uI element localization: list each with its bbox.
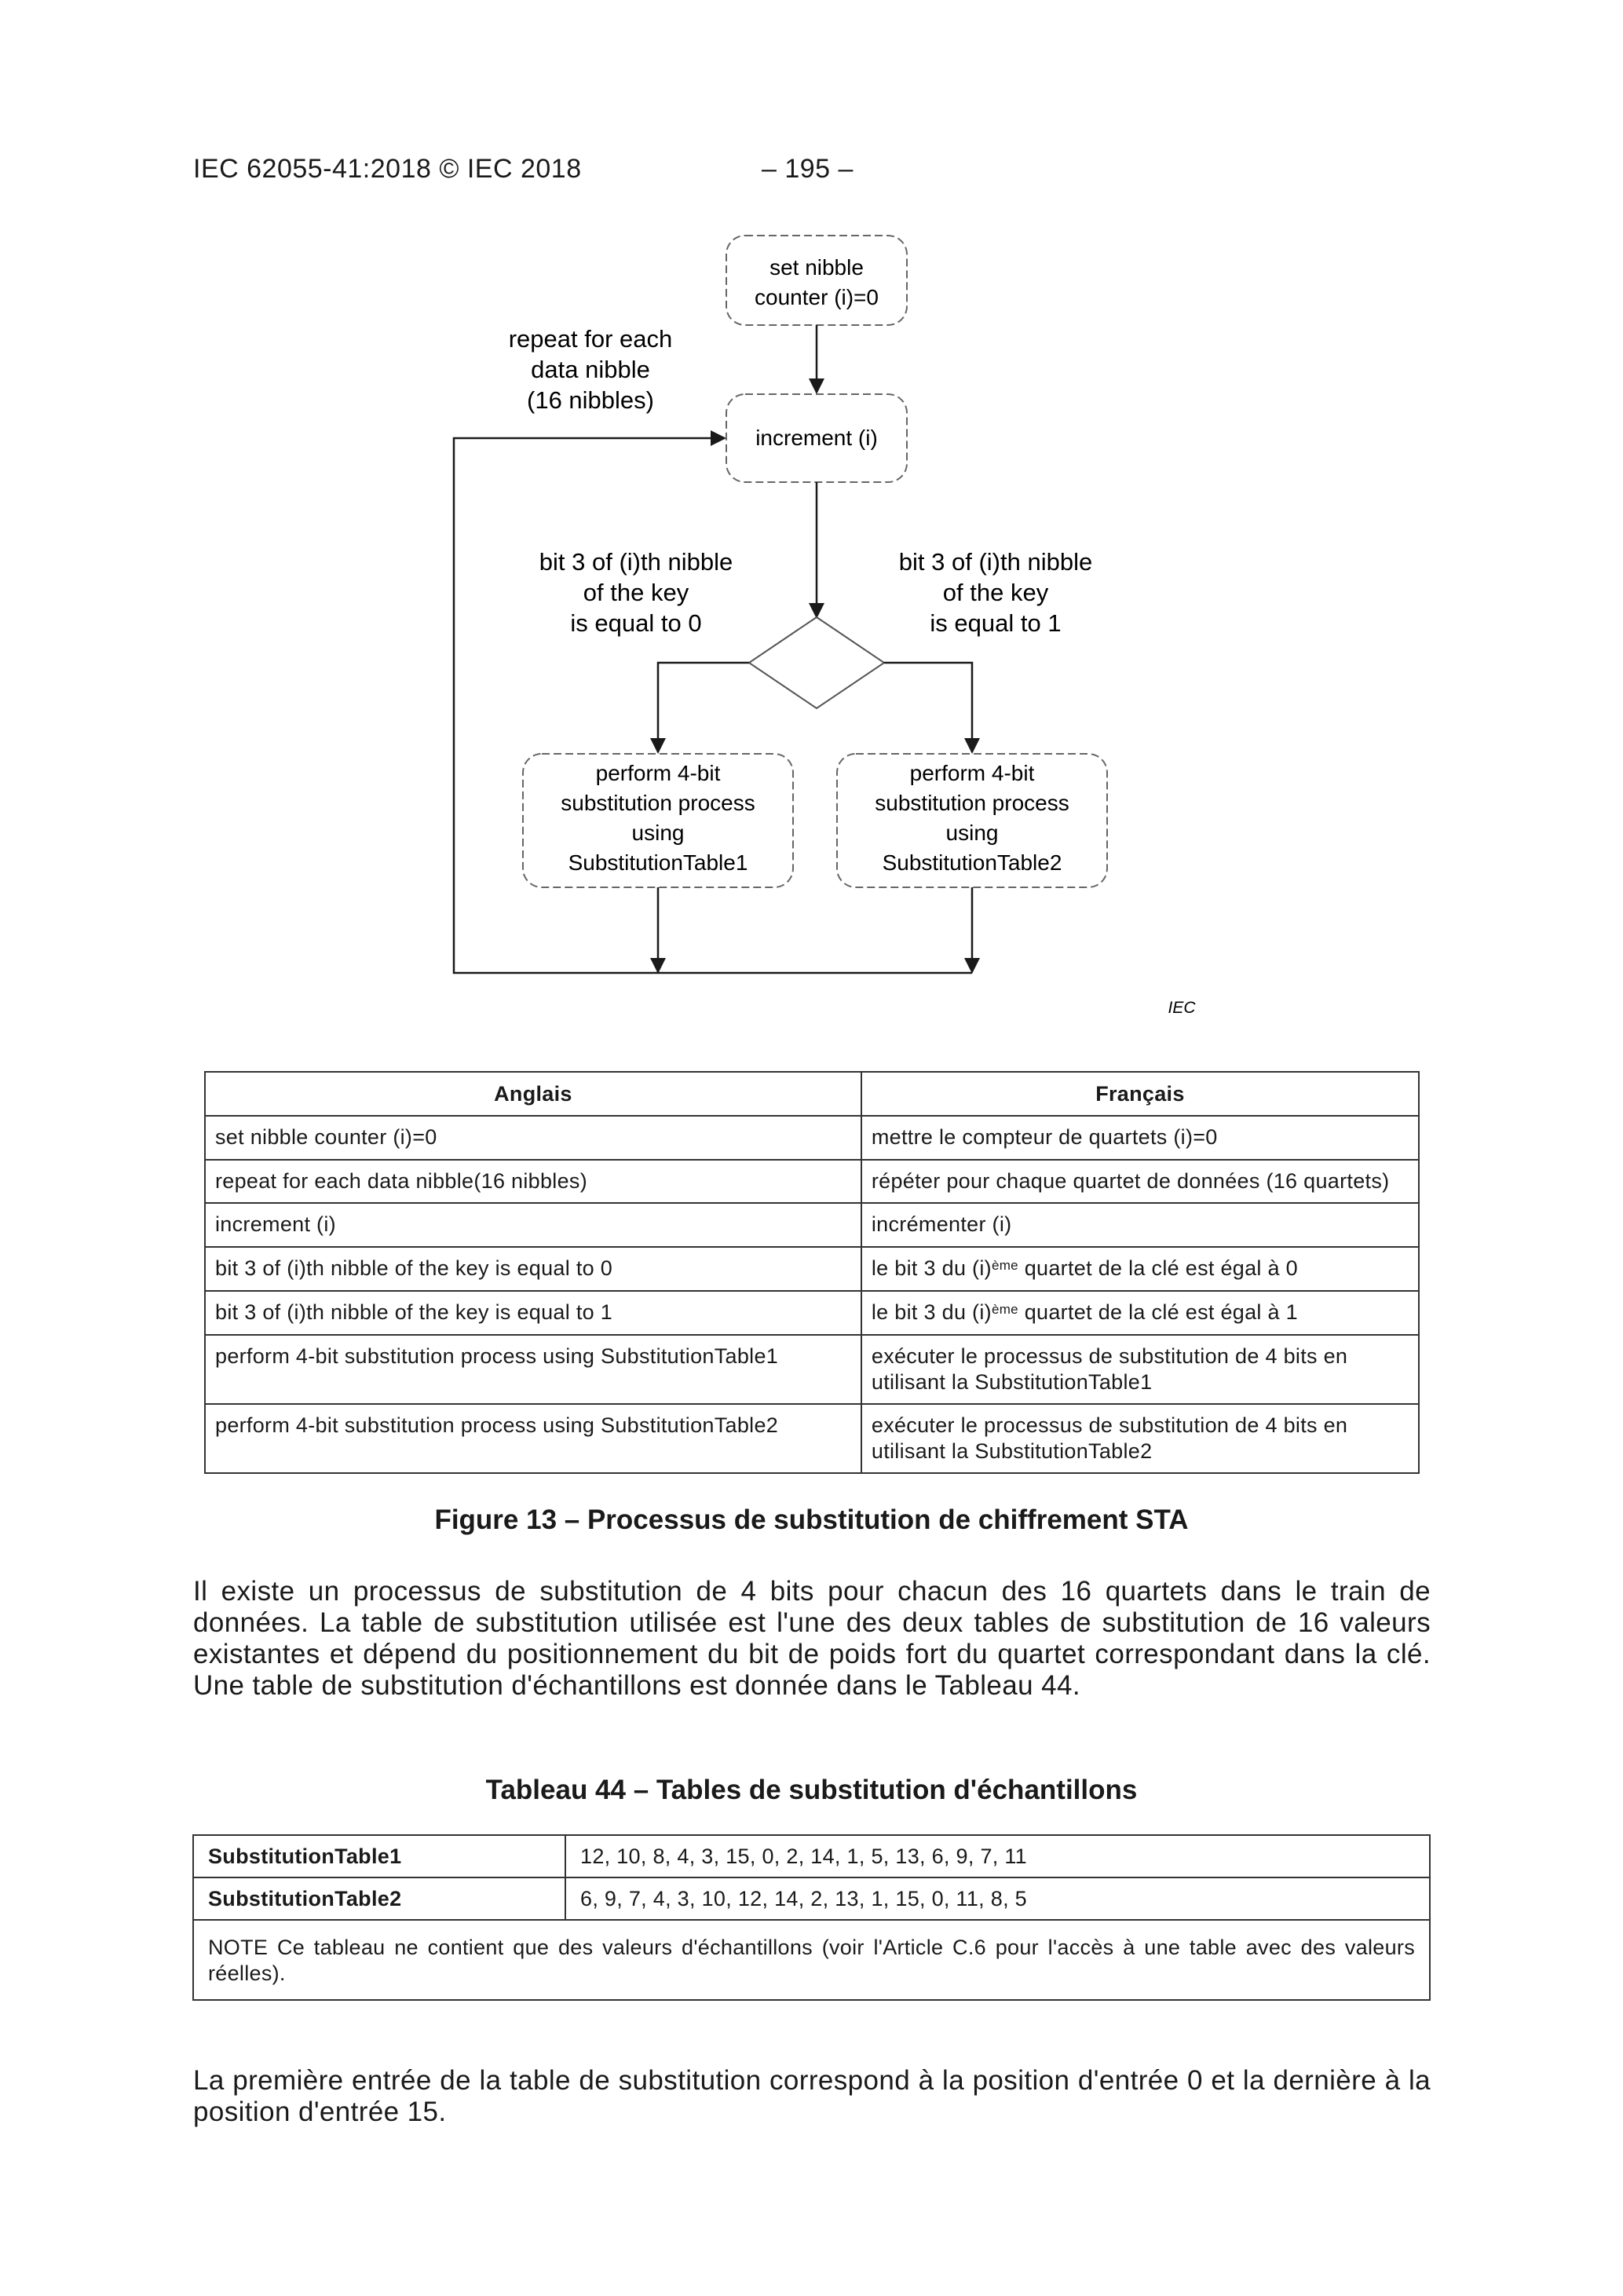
legend-fr-cell: répéter pour chaque quartet de données (16 quartets) xyxy=(861,1160,1419,1203)
legend-fr-cell: exécuter le processus de substitution de 4 bits en utilisant la SubstitutionTable2 xyxy=(861,1404,1419,1473)
legend-en-cell: increment (i) xyxy=(205,1203,861,1247)
body-paragraph-2: La première entrée de la table de substitution correspond à la position d'entrée 0 et la dernière à la position d'entrée 15. xyxy=(193,2065,1431,2127)
flowchart-figure-13 xyxy=(0,0,1623,1052)
legend-header-french: Français xyxy=(861,1072,1419,1116)
legend-fr-cell: exécuter le processus de substitution de 4 bits en utilisant la SubstitutionTable1 xyxy=(861,1335,1419,1404)
left-process-line-2: substitution process xyxy=(561,791,755,815)
start-box-line-2: counter (i)=0 xyxy=(755,285,879,309)
header-page-number: – 195 – xyxy=(762,154,854,184)
table-row xyxy=(205,1404,1419,1473)
legend-fr-cell: mettre le compteur de quartets (i)=0 xyxy=(861,1116,1419,1160)
legend-en-cell: bit 3 of (i)th nibble of the key is equal to 1 xyxy=(205,1291,861,1335)
start-box xyxy=(726,236,907,325)
right-process-line-2: substitution process xyxy=(875,791,1069,815)
right-process-line-3: using xyxy=(945,821,999,845)
right-process-line-1: perform 4-bit xyxy=(909,761,1035,785)
left-condition-line-1: bit 3 of (i)th nibble xyxy=(539,548,733,576)
legend-en-cell: set nibble counter (i)=0 xyxy=(205,1116,861,1160)
table-row xyxy=(205,1247,1419,1291)
loop-label-line-2: data nibble xyxy=(531,356,650,383)
legend-header-row xyxy=(205,1072,1419,1116)
substitution-table-name: SubstitutionTable1 xyxy=(193,1835,565,1877)
branch-right xyxy=(884,663,972,752)
left-process-line-3: using xyxy=(631,821,685,845)
substitution-table-values: 6, 9, 7, 4, 3, 10, 12, 14, 2, 13, 1, 15, 0, 11, 8, 5 xyxy=(565,1877,1430,1920)
legend-fr-text: le bit 3 du (i) xyxy=(871,1256,992,1280)
left-process-line-4: SubstitutionTable1 xyxy=(568,850,748,875)
figure-caption: Figure 13 – Processus de substitution de chiffrement STA xyxy=(434,1504,1189,1535)
left-condition-line-3: is equal to 0 xyxy=(570,609,702,637)
legend-en-cell: perform 4-bit substitution process using SubstitutionTable2 xyxy=(205,1404,861,1473)
right-process-line-4: SubstitutionTable2 xyxy=(882,850,1062,875)
table-row xyxy=(205,1116,1419,1160)
substitution-table-values: 12, 10, 8, 4, 3, 15, 0, 2, 14, 1, 5, 13, 6, 9, 7, 11 xyxy=(565,1835,1430,1877)
loop-label-line-3: (16 nibbles) xyxy=(527,386,654,414)
substitution-table-name: SubstitutionTable2 xyxy=(193,1877,565,1920)
legend-en-cell: perform 4-bit substitution process using SubstitutionTable1 xyxy=(205,1335,861,1404)
left-process-line-1: perform 4-bit xyxy=(595,761,721,785)
decision-diamond xyxy=(749,617,884,708)
legend-table xyxy=(204,1071,1420,1474)
table-note-row xyxy=(193,1920,1430,2000)
increment-box-label: increment (i) xyxy=(755,426,878,450)
legend-fr-cell xyxy=(861,1291,1419,1335)
loop-label-line-1: repeat for each xyxy=(508,325,673,353)
body-paragraph-1: Il existe un processus de substitution de 4 bits pour chacun des 16 quartets dans le train de données. La table de substitution utilisée est l'une des deux tables de substitution de 16 valeurs existantes et dépend du positionnement du bit de poids fort du quartet correspondant dans la clé. Une table de substitution d'échantillons est donnée dans le Tableau 44. xyxy=(193,1576,1431,1701)
legend-fr-text: le bit 3 du (i) xyxy=(871,1300,992,1324)
legend-en-cell: repeat for each data nibble(16 nibbles) xyxy=(205,1160,861,1203)
legend-header-english: Anglais xyxy=(205,1072,861,1116)
start-box-line-1: set nibble xyxy=(769,255,864,280)
left-condition-line-2: of the key xyxy=(583,579,689,606)
table-row xyxy=(193,1835,1430,1877)
legend-fr-text: quartet de la clé est égal à 0 xyxy=(1018,1256,1298,1280)
table-caption: Tableau 44 – Tables de substitution d'échantillons xyxy=(485,1775,1138,1805)
iec-source-mark: IEC xyxy=(1168,999,1196,1017)
right-condition-line-3: is equal to 1 xyxy=(930,609,1062,637)
table-note: NOTE Ce tableau ne contient que des valeurs d'échantillons (voir l'Article C.6 pour l'accès à une table avec des valeurs réelles). xyxy=(193,1920,1430,2000)
legend-fr-text: quartet de la clé est égal à 1 xyxy=(1018,1300,1298,1324)
legend-fr-cell xyxy=(861,1247,1419,1291)
right-condition-line-2: of the key xyxy=(942,579,1049,606)
table-row xyxy=(205,1335,1419,1404)
ordinal-superscript: ème xyxy=(991,1258,1018,1273)
right-condition-line-1: bit 3 of (i)th nibble xyxy=(898,548,1093,576)
substitution-table xyxy=(192,1834,1431,2001)
ordinal-superscript: ème xyxy=(991,1302,1018,1317)
table-row xyxy=(205,1160,1419,1203)
legend-en-cell: bit 3 of (i)th nibble of the key is equal to 0 xyxy=(205,1247,861,1291)
header-standard-id: IEC 62055-41:2018 © IEC 2018 xyxy=(193,154,582,184)
legend-fr-cell: incrémenter (i) xyxy=(861,1203,1419,1247)
table-row xyxy=(205,1203,1419,1247)
branch-left xyxy=(658,663,749,752)
loop-back-line xyxy=(454,438,972,973)
table-row xyxy=(205,1291,1419,1335)
table-row xyxy=(193,1877,1430,1920)
